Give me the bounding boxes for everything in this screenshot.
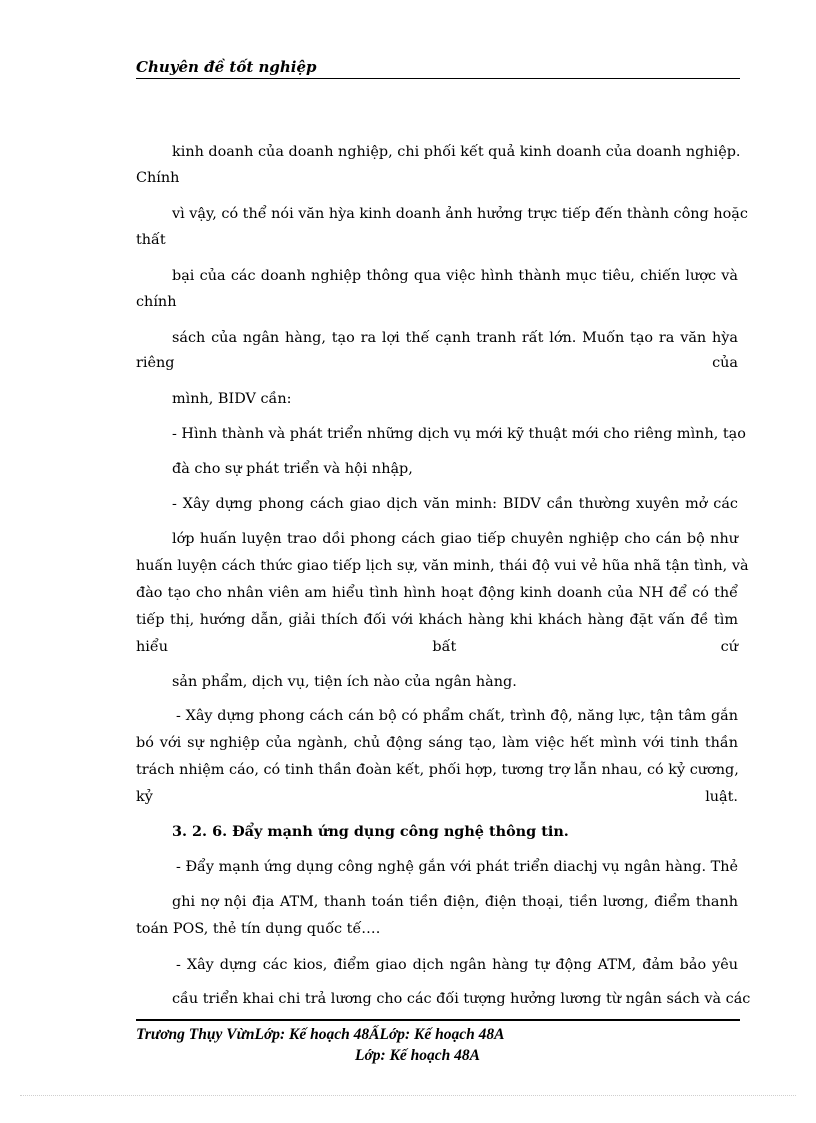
text-line: thất bbox=[136, 232, 166, 248]
text-line: huấn luyện cách thức giao tiếp lịch sự, văn minh, thái độ vui vẻ hũa nhã tận tình, và bbox=[136, 558, 749, 574]
word: cứ bbox=[720, 639, 738, 655]
text-line: đào tạo cho nhân viên am hiểu tình hình hoạt động kinh doanh của NH để có thể bbox=[136, 585, 738, 601]
text-line: kinh doanh của doanh nghiệp, chi phối kết quả kinh doanh của doanh nghiệp. bbox=[172, 144, 741, 160]
text-line: trách nhiệm cáo, có tinh thần đoàn kết, phối hợp, tương trợ lẫn nhau, có kỷ cương, bbox=[136, 762, 739, 778]
text-line: bại của các doanh nghiệp thông qua việc hình thành mục tiêu, chiến lược và bbox=[172, 268, 738, 284]
text-line: chính bbox=[136, 294, 177, 310]
text-line bbox=[136, 787, 738, 807]
word: riêng bbox=[136, 355, 175, 371]
text-line: lớp huấn luyện trao dồi phong cách giao tiếp chuyên nghiệp cho cán bộ như bbox=[172, 531, 738, 547]
text-line: vì vậy, có thể nói văn hỳa kinh doanh ảnh hưởng trực tiếp đến thành công hoặc bbox=[172, 206, 748, 222]
page-header-title: Chuyên đề tốt nghiệp bbox=[136, 58, 317, 76]
footer-class: Lớp: Kế hoạch 48A bbox=[355, 1047, 480, 1064]
text-line: tiếp thị, hướng dẫn, giải thích đối với khách hàng khi khách hàng đặt vấn đề tìm bbox=[136, 612, 738, 628]
footer-author-class: Trương Thụy VừnLớp: Kế hoạch 48ẤLớp: Kế hoạch 48A bbox=[136, 1026, 505, 1043]
word: hiểu bbox=[136, 639, 168, 655]
text-line: sản phẩm, dịch vụ, tiện ích nào của ngân hàng. bbox=[172, 674, 517, 690]
word: kỷ bbox=[136, 789, 153, 805]
text-line: toán POS, thẻ tín dụng quốc tế…. bbox=[136, 921, 381, 937]
text-line: mình, BIDV cần: bbox=[172, 391, 292, 407]
footer-rule bbox=[136, 1019, 740, 1021]
header-rule bbox=[136, 78, 740, 79]
text-line: đà cho sự phát triển và hội nhập, bbox=[172, 461, 413, 477]
text-line: - Xây dựng các kios, điểm giao dịch ngân hàng tự động ATM, đảm bảo yêu bbox=[176, 957, 738, 973]
section-heading: 3. 2. 6. Đẩy mạnh ứng dụng công nghệ thông tin. bbox=[172, 823, 569, 840]
word: của bbox=[712, 355, 738, 371]
text-line: Chính bbox=[136, 170, 180, 186]
text-line: - Hình thành và phát triển những dịch vụ mới kỹ thuật mới cho riêng mình, tạo bbox=[172, 426, 746, 442]
text-line: - Đẩy mạnh ứng dụng công nghệ gắn với phát triển diachj vụ ngân hàng. Thẻ bbox=[176, 859, 738, 875]
text-line: - Xây dựng phong cách giao dịch văn minh: BIDV cần thường xuyên mở các bbox=[172, 496, 738, 512]
page-bottom-edge bbox=[20, 1095, 796, 1096]
word: bất bbox=[432, 639, 457, 655]
text-line bbox=[136, 637, 738, 657]
text-line bbox=[136, 353, 738, 373]
text-line: sách của ngân hàng, tạo ra lợi thế cạnh tranh rất lớn. Muốn tạo ra văn hỳa bbox=[172, 330, 738, 346]
text-line: - Xây dựng phong cách cán bộ có phẩm chất, trình độ, năng lực, tận tâm gắn bbox=[176, 708, 738, 724]
text-line: cầu triển khai chi trả lương cho các đối tượng hưởng lương từ ngân sách và các bbox=[172, 991, 751, 1007]
text-line: bó với sự nghiệp của ngành, chủ động sáng tạo, làm việc hết mình với tinh thần bbox=[136, 735, 738, 751]
text-line: ghi nợ nội địa ATM, thanh toán tiền điện, điện thoại, tiền lương, điểm thanh bbox=[172, 894, 738, 910]
word: luật. bbox=[705, 789, 738, 805]
